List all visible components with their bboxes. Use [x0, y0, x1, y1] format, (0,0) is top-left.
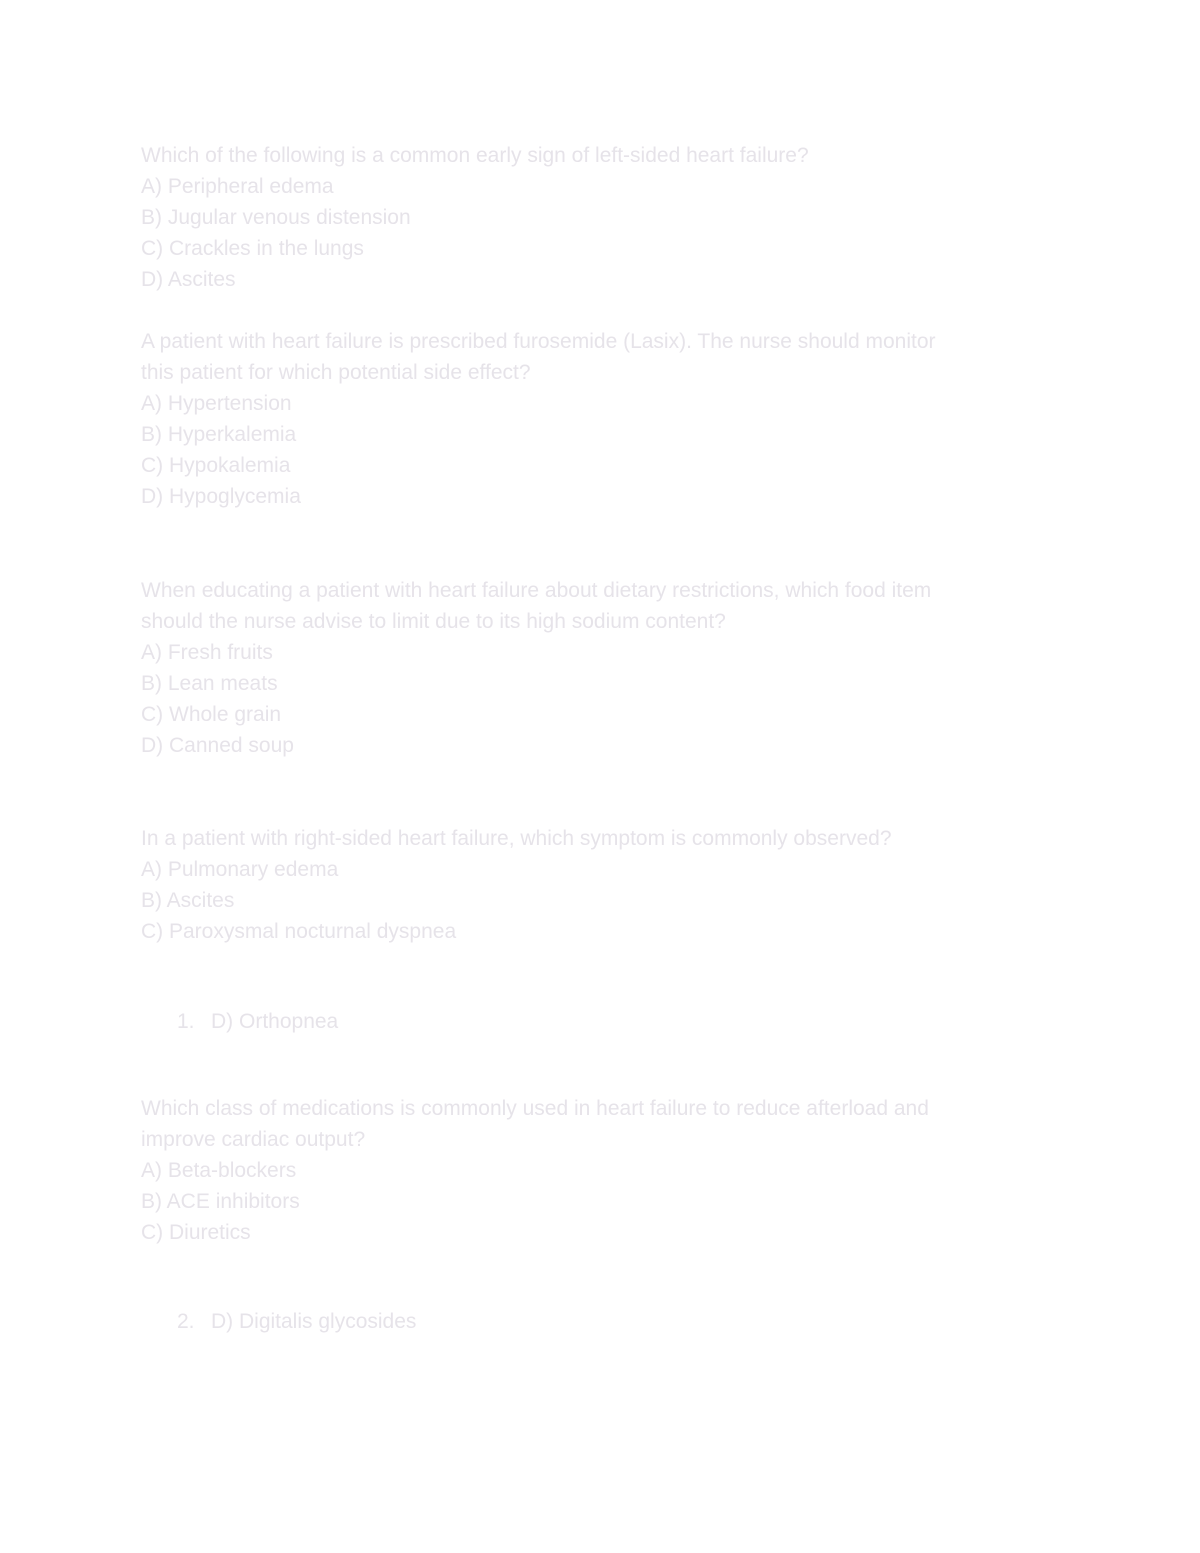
question-1-option-d: D) Ascites	[141, 268, 236, 291]
question-5-option-d-list-item	[177, 1306, 416, 1337]
question-3-stem-line-1: When educating a patient with heart failure about dietary restrictions, which food item	[141, 579, 932, 602]
question-5-stem-line-2: improve cardiac output?	[141, 1128, 366, 1151]
question-3-option-b: B) Lean meats	[141, 672, 278, 695]
question-1-stem: Which of the following is a common early sign of left-sided heart failure?	[141, 144, 809, 167]
question-2-option-b: B) Hyperkalemia	[141, 423, 297, 446]
question-5-option-a: A) Beta-blockers	[141, 1159, 297, 1182]
question-2-option-d: D) Hypoglycemia	[141, 485, 301, 508]
question-3-option-d: D) Canned soup	[141, 734, 294, 757]
question-4-option-d-list-item	[177, 1006, 338, 1037]
question-2-stem-line-1: A patient with heart failure is prescribed furosemide (Lasix). The nurse should monitor	[141, 330, 936, 353]
question-5-option-b: B) ACE inhibitors	[141, 1190, 300, 1213]
question-3-stem-line-2: should the nurse advise to limit due to its high sodium content?	[141, 610, 726, 633]
question-1-option-a: A) Peripheral edema	[141, 175, 334, 198]
question-1-option-b: B) Jugular venous distension	[141, 206, 411, 229]
question-2-stem-line-2: this patient for which potential side effect?	[141, 361, 531, 384]
question-4-option-a: A) Pulmonary edema	[141, 858, 339, 881]
question-4-stem: In a patient with right-sided heart failure, which symptom is commonly observed?	[141, 827, 892, 850]
list-item-text: D) Orthopnea	[211, 1010, 339, 1033]
question-4-option-b: B) Ascites	[141, 889, 235, 912]
question-3-option-c: C) Whole grain	[141, 703, 282, 726]
list-number: 1.	[177, 1010, 195, 1033]
list-item-text: D) Digitalis glycosides	[211, 1310, 417, 1333]
question-2-option-c: C) Hypokalemia	[141, 454, 291, 477]
question-2-option-a: A) Hypertension	[141, 392, 292, 415]
question-5-option-c: C) Diuretics	[141, 1221, 251, 1244]
question-5-stem-line-1: Which class of medications is commonly used in heart failure to reduce afterload and	[141, 1097, 929, 1120]
question-3-option-a: A) Fresh fruits	[141, 641, 273, 664]
question-4-option-c: C) Paroxysmal nocturnal dyspnea	[141, 920, 457, 943]
question-1-option-c: C) Crackles in the lungs	[141, 237, 364, 260]
list-number: 2.	[177, 1310, 195, 1333]
